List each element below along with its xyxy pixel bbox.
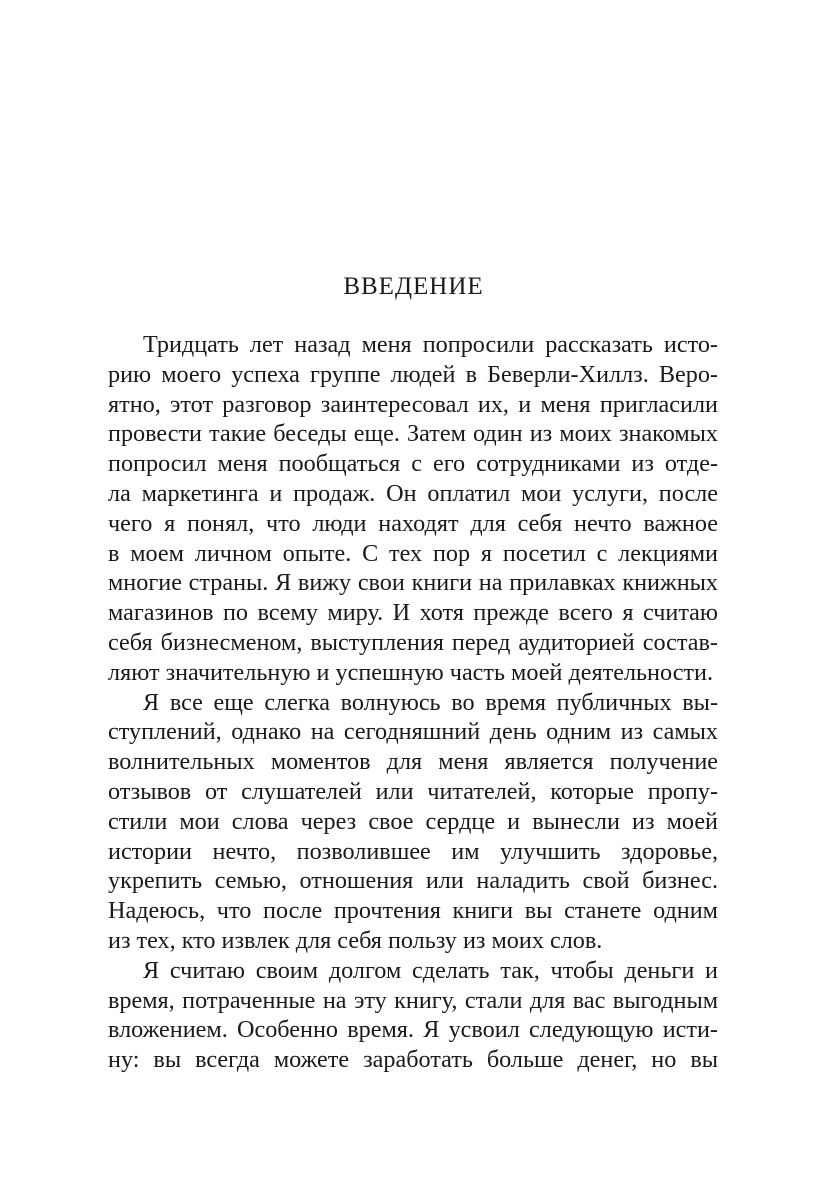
text-line: ятно, этот разговор заинтересовал их, и меня пригласили [108,390,718,418]
paragraph-3 [108,956,718,1075]
text-line: многие страны. Я вижу свои книги на прилавках книжных [108,569,718,597]
text-line: рию моего успеха группе людей в Беверли-Хиллз. Веро- [108,360,718,388]
text-line: ла маркетинга и продаж. Он оплатил мои услуги, после [108,479,718,507]
text-line: ляют значительную и успешную часть моей деятельности. [108,658,713,686]
text-line: в моем личном опыте. С тех пор я посетил с лекциями [108,539,718,567]
text-line: укрепить семью, отношения или наладить свой бизнес. [108,867,718,895]
text-line: волнительных моментов для меня является получение [108,748,718,776]
text-line: Надеюсь, что после прочтения книги вы станете одним [108,897,718,925]
text-line: время, потраченные на эту книгу, стали для вас выгодным [108,986,718,1014]
text-body [108,330,718,1075]
text-line: из тех, кто извлек для себя пользу из моих слов. [108,926,603,954]
chapter-title: ВВЕДЕНИЕ [343,273,484,300]
text-line: отзывов от слушателей или читателей, которые пропу- [108,777,718,805]
text-line: магазинов по всему миру. И хотя прежде всего я считаю [108,599,718,627]
text-line: ну: вы всегда можете заработать больше денег, но вы [108,1046,718,1074]
text-line: провести такие беседы еще. Затем один из моих знакомых [108,420,718,448]
paragraph-1 [108,330,718,688]
text-line: себя бизнесменом, выступления перед аудиторией состав- [108,628,718,656]
text-line: истории нечто, позволившее им улучшить здоровье, [108,837,718,865]
text-line: Я все еще слегка волнуюсь во время публичных вы- [143,688,718,716]
text-line: Я считаю своим долгом сделать так, чтобы деньги и [143,956,718,984]
text-line: Тридцать лет назад меня попросили рассказать исто- [143,331,718,358]
text-line: попросил меня пообщаться с его сотрудниками из отде- [108,450,718,478]
text-line: ступлений, однако на сегодняшний день одним из самых [108,718,718,746]
paragraph-2 [108,688,718,956]
text-line: вложением. Особенно время. Я усвоил следующую исти- [108,1016,718,1044]
text-line: чего я понял, что люди находят для себя нечто важное [108,509,718,537]
text-line: стили мои слова через свое сердце и вынесли из моей [108,807,718,835]
